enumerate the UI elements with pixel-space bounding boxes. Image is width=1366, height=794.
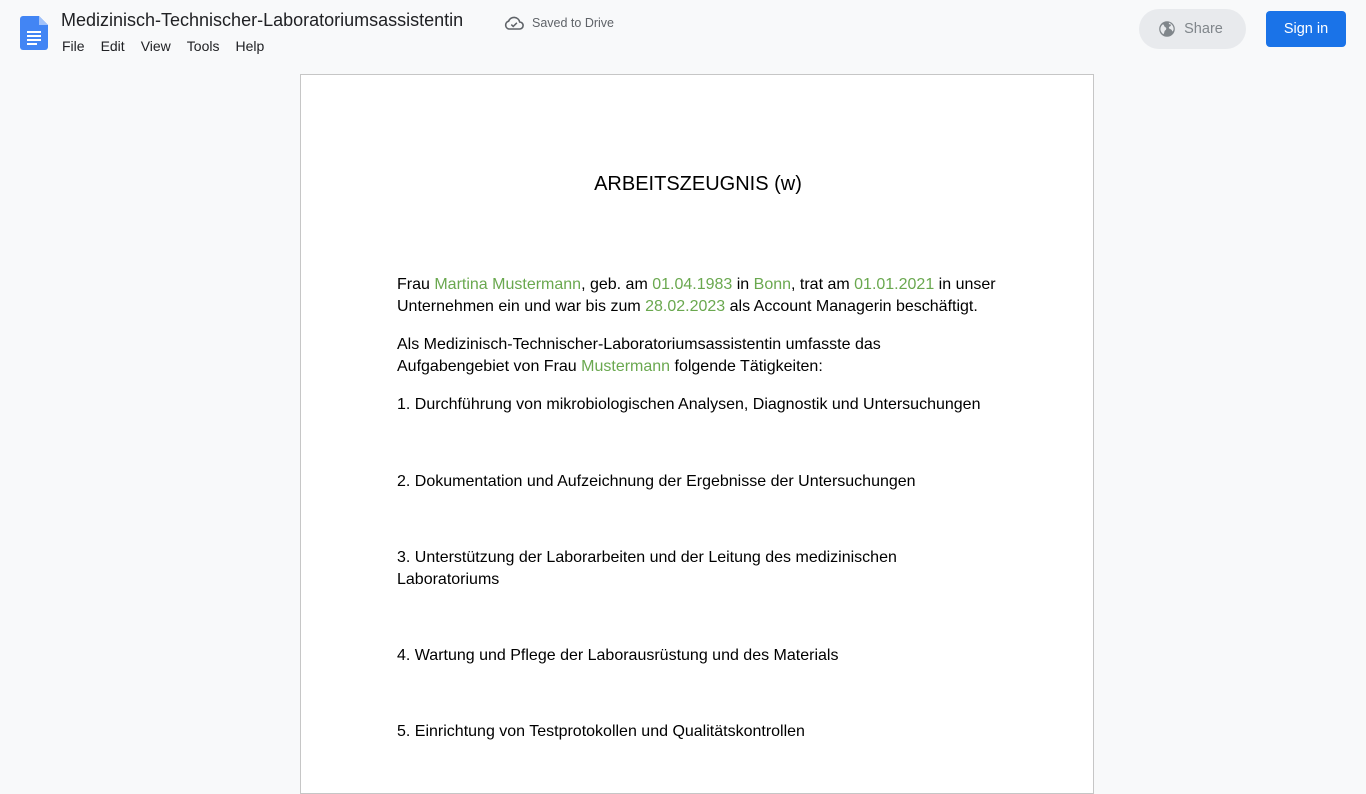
task-item: 4. Wartung und Pflege der Laborausrüstung und des Materials — [397, 647, 839, 664]
task-item: 3. Unterstützung der Laborarbeiten und der Leitung des medizinischen Laboratoriums — [397, 549, 897, 588]
menu-view[interactable]: View — [140, 38, 171, 54]
menu-bar — [54, 36, 272, 56]
task-item: 2. Dokumentation und Aufzeichnung der Ergebnisse der Untersuchungen — [397, 473, 916, 490]
document-heading: ARBEITSZEUGNIS (w) — [594, 173, 802, 195]
intro-text-2: , geb. am — [581, 276, 653, 293]
start-date: 01.01.2021 — [854, 276, 935, 293]
duties-intro-paragraph — [397, 334, 917, 378]
duties-text-2: folgende Tätigkeiten: — [670, 358, 823, 375]
share-button[interactable] — [1139, 9, 1246, 49]
task-item: 5. Einrichtung von Testprotokollen und Qualitätskontrollen — [397, 723, 805, 740]
document-title[interactable]: Medizinisch-Technischer-Laboratoriumsassistentin — [61, 10, 464, 30]
menu-tools[interactable]: Tools — [186, 38, 220, 54]
intro-paragraph — [397, 274, 1007, 318]
cloud-check-icon — [504, 16, 524, 30]
menu-edit[interactable]: Edit — [100, 38, 125, 54]
task-item: 1. Durchführung von mikrobiologischen Analysen, Diagnostik und Untersuchungen — [397, 396, 981, 413]
birth-city: Bonn — [753, 276, 792, 293]
intro-text-4: , trat am — [791, 276, 855, 293]
share-label: Share — [1184, 21, 1223, 37]
birth-date: 01.04.1983 — [652, 276, 733, 293]
sign-in-button[interactable]: Sign in — [1266, 11, 1346, 47]
menu-file[interactable]: File — [62, 38, 85, 54]
end-date: 28.02.2023 — [645, 298, 726, 315]
intro-text-1: Frau — [397, 276, 435, 293]
intro-text-3: in — [732, 276, 754, 293]
document-page[interactable] — [300, 74, 1094, 794]
save-status[interactable] — [504, 14, 614, 32]
duties-text-1: Als Medizinisch-Technischer-Laboratoriumsassistentin umfasste das Aufgabengebiet von Frau — [397, 336, 881, 375]
employee-name: Martina Mustermann — [434, 276, 582, 293]
save-status-label: Saved to Drive — [532, 16, 614, 30]
intro-text-5: in unser Unternehmen ein und war bis zum — [397, 276, 996, 315]
google-docs-icon[interactable] — [20, 16, 48, 50]
menu-help[interactable]: Help — [235, 38, 265, 54]
globe-icon — [1158, 20, 1176, 38]
employee-surname: Mustermann — [581, 358, 671, 375]
top-bar — [0, 0, 1366, 64]
intro-text-6: als Account Managerin beschäftigt. — [725, 298, 978, 315]
